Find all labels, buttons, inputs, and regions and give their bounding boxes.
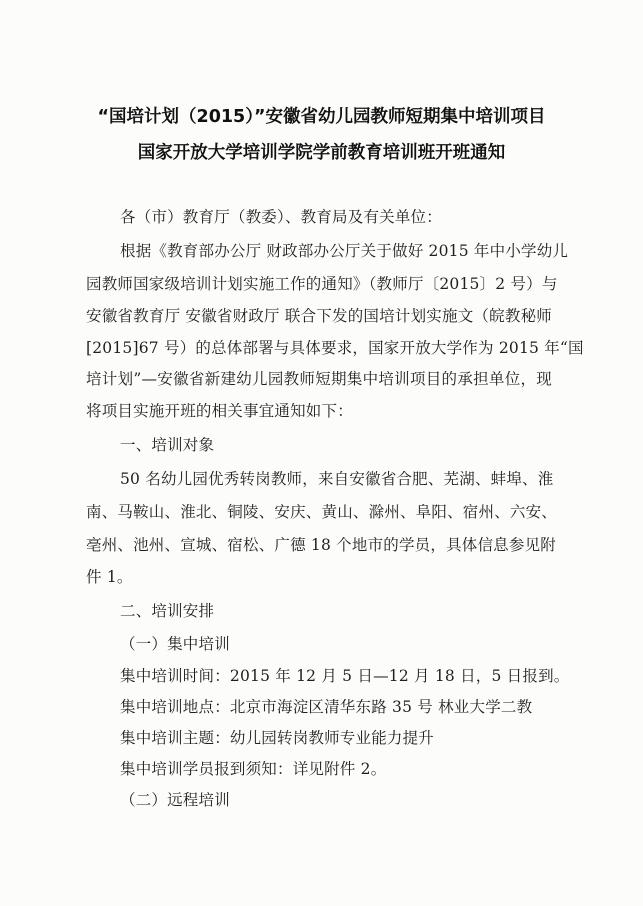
intro-line-5: 培计划”—安徽省新建幼儿园教师短期集中培训项目的承担单位，现 bbox=[86, 370, 552, 388]
salutation: 各（市）教育厅（教委）、教育局及有关单位： bbox=[120, 208, 442, 226]
section-1-line-2: 南、马鞍山、淮北、铜陵、安庆、黄山、滁州、阜阳、宿州、六安、 bbox=[86, 503, 558, 521]
notice-title-line-1: “国培计划（2015）”安徽省幼儿园教师短期集中培训项目 bbox=[97, 107, 546, 127]
intro-line-1: 根据《教育部办公厅 财政部办公厅关于做好 2015 年中小学幼儿 bbox=[120, 242, 569, 260]
section-2-heading: 二、培训安排 bbox=[120, 602, 215, 620]
section-1-line-1: 50 名幼儿园优秀转岗教师，来自安徽省合肥、芜湖、蚌埠、淮 bbox=[120, 470, 554, 488]
subsection-2-heading: （二）远程培训 bbox=[120, 791, 230, 809]
training-time: 集中培训时间：2015 年 12 月 5 日—12 月 18 日，5 日报到。 bbox=[120, 667, 570, 685]
training-location: 集中培训地点：北京市海淀区清华东路 35 号 林业大学二教 bbox=[120, 698, 533, 716]
training-theme: 集中培训主题：幼儿园转岗教师专业能力提升 bbox=[120, 729, 435, 747]
section-1-line-4: 件 1。 bbox=[86, 568, 133, 586]
training-registration-notice: 集中培训学员报到须知：详见附件 2。 bbox=[120, 760, 387, 778]
intro-line-2: 园教师国家级培训计划实施工作的通知》（教师厅〔2015〕2 号）与 bbox=[86, 275, 558, 293]
section-1-line-3: 亳州、池州、宣城、宿松、广德 18 个地市的学员，具体信息参见附 bbox=[86, 536, 556, 554]
notice-title-line-2: 国家开放大学培训学院学前教育培训班开班通知 bbox=[137, 143, 506, 163]
intro-line-3: 安徽省教育厅 安徽省财政厅 联合下发的国培计划实施文（皖教秘师 bbox=[86, 307, 552, 325]
subsection-1-heading: （一）集中培训 bbox=[120, 635, 230, 653]
intro-line-6: 将项目实施开班的相关事宜通知如下： bbox=[86, 402, 353, 420]
section-1-heading: 一、培训对象 bbox=[120, 436, 215, 454]
intro-line-4: [2015]67 号）的总体部署与具体要求，国家开放大学作为 2015 年“国 bbox=[86, 339, 584, 357]
